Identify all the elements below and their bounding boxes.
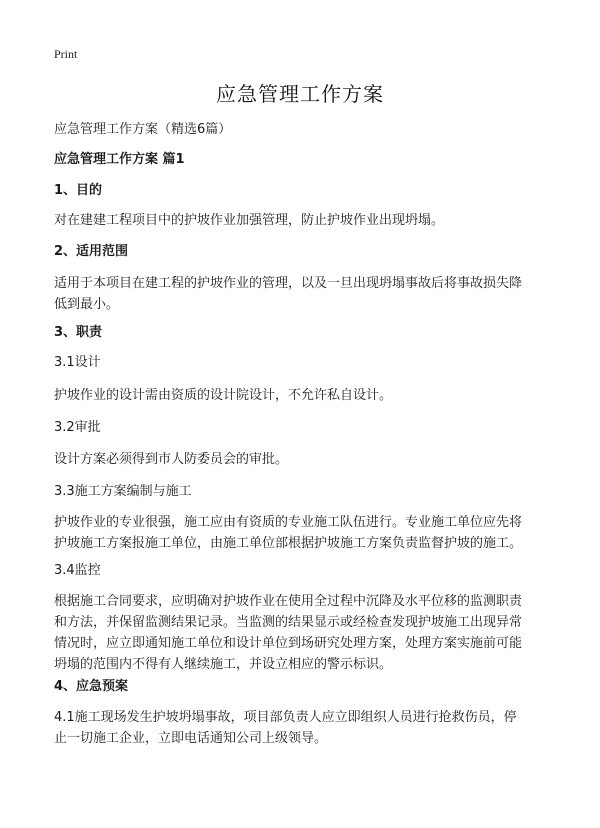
article-heading: 应急管理工作方案 篇1 (54, 152, 185, 167)
paragraph-line: 坍塌的范围内不得有人继续施工，并设立相应的警示标识。 (54, 657, 393, 672)
section-3-2-text: 设计方案必须得到市人防委员会的审批。 (54, 452, 289, 467)
section-3-3-heading: 3.3施工方案编制与施工 (54, 484, 192, 499)
paragraph-line: 4.1施工现场发生护坡坍塌事故，项目部负责人应立即组织人员进行抢救伤员，停 (54, 710, 517, 725)
page-title: 应急管理工作方案 (216, 82, 384, 106)
paragraph-line: 根据施工合同要求，应明确对护坡作业在使用全过程中沉降及水平位移的监测职责 (54, 594, 523, 609)
section-3-4-paragraph (54, 591, 554, 675)
paragraph-line: 适用于本项目在建工程的护坡作业的管理，以及一旦出现坍塌事故后将事故损失降 (54, 276, 523, 291)
paragraph-line: 情况时，应立即通知施工单位和设计单位到场研究处理方案，处理方案实施前可能 (54, 636, 523, 651)
paragraph-line: 护坡施工方案报施工单位，由施工单位部根据护坡施工方案负责监督护坡的施工。 (54, 536, 523, 551)
section-3-2-heading: 3.2审批 (54, 420, 101, 435)
section-3-1-heading: 3.1设计 (54, 355, 101, 370)
section-4-heading: 4、应急预案 (54, 679, 129, 694)
print-label: Print (54, 47, 78, 61)
section-3-4-heading: 3.4监控 (54, 563, 101, 578)
paragraph-line: 止一切施工企业，立即电话通知公司上级领导。 (54, 731, 328, 746)
section-3-heading: 3、职责 (54, 325, 103, 340)
section-2-paragraph (54, 273, 554, 315)
paragraph-line: 低到最小。 (54, 297, 120, 312)
paragraph-line: 和方法，并保留监测结果记录。当监测的结果显示或经检查发现护坡施工出现异常 (54, 615, 523, 630)
section-1-heading: 1、目的 (54, 183, 103, 198)
section-1-text: 对在建建工程项目中的护坡作业加强管理，防止护坡作业出现坍塌。 (54, 213, 445, 228)
section-2-heading: 2、适用范围 (54, 244, 129, 259)
document-subtitle: 应急管理工作方案（精选6篇） (54, 122, 232, 137)
paragraph-line: 护坡作业的专业很强，施工应由有资质的专业施工队伍进行。专业施工单位应先将 (54, 515, 523, 530)
section-3-1-text: 护坡作业的设计需由资质的设计院设计，不允许私自设计。 (54, 388, 393, 403)
section-3-3-paragraph (54, 512, 554, 554)
section-4-1-paragraph (54, 707, 554, 749)
